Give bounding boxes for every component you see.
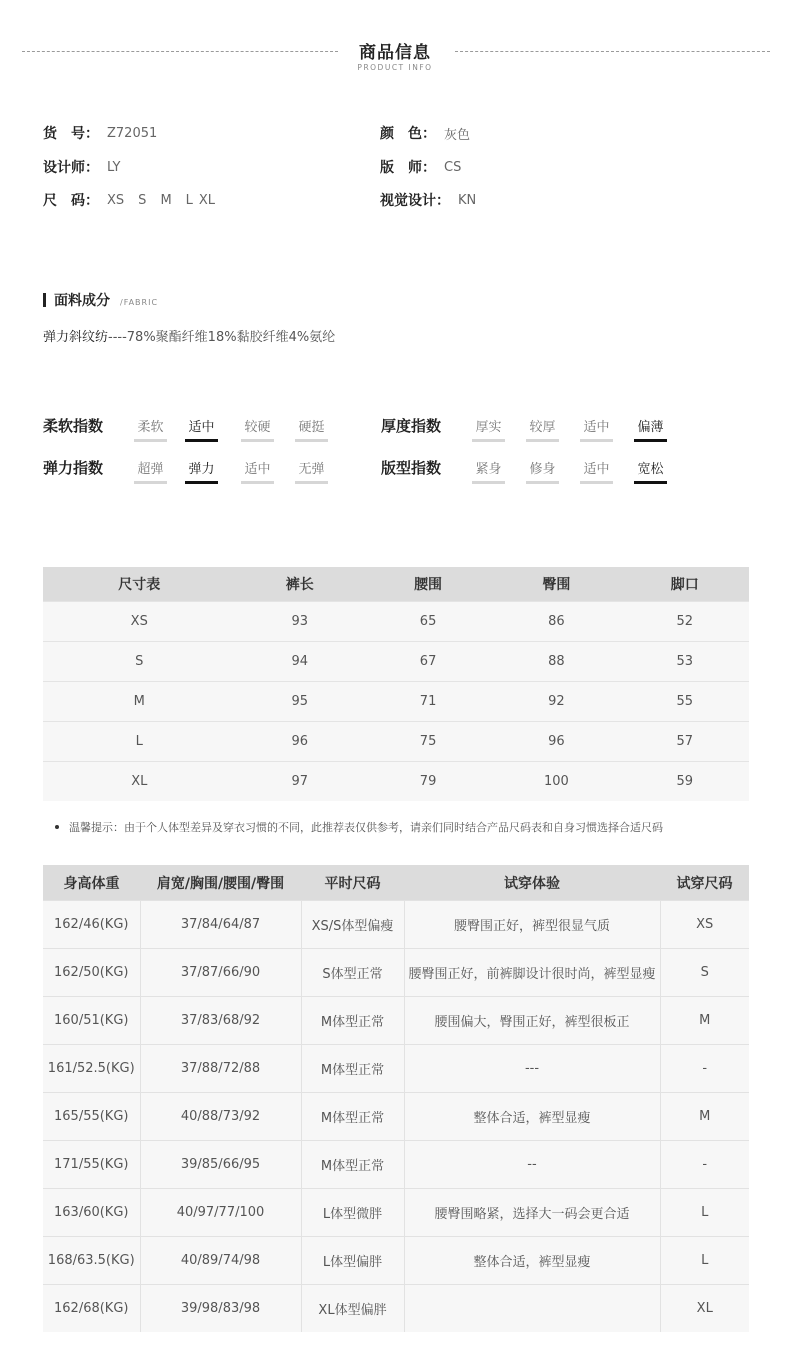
column-header: 臀围 (492, 567, 620, 602)
table-cell: --- (404, 1045, 660, 1093)
table-row (43, 1285, 749, 1333)
index-option-text: 柔软 (137, 420, 164, 435)
size-list (107, 193, 229, 208)
fabric-heading (43, 290, 158, 310)
table-cell: 95 (236, 682, 364, 722)
index-label: 弹力指数 (43, 459, 104, 477)
table-cell: S体型正常 (301, 949, 404, 997)
index-underline (241, 439, 274, 442)
info-label: 版 师： (380, 160, 436, 176)
table-row (43, 602, 749, 642)
index-underline (134, 481, 167, 484)
fabric-composition (43, 326, 335, 345)
index-underline (580, 439, 613, 442)
table-row (43, 642, 749, 682)
table-cell: 162/50(KG) (43, 949, 140, 997)
column-header: 脚口 (621, 567, 749, 602)
index-option-text: 无弹 (298, 462, 325, 477)
table-cell: 37/84/64/87 (140, 901, 301, 949)
table-cell: M (43, 682, 236, 722)
fabric-name: 弹力斜纹纺 (43, 330, 109, 345)
table-cell: 79 (364, 762, 492, 802)
index-option-text: 适中 (188, 420, 215, 435)
size-option: M (160, 192, 172, 208)
table-cell: 96 (236, 722, 364, 762)
index-option (526, 458, 559, 477)
fabric-title: 面料成分 (54, 293, 110, 309)
table-cell: L (43, 722, 236, 762)
index-option-text: 厚实 (475, 420, 502, 435)
column-header: 平时尺码 (301, 865, 404, 901)
index-option (580, 416, 613, 435)
column-header: 肩宽/胸围/腰围/臀围 (140, 865, 301, 901)
fabric-percentages: ----78%聚酯纤维18%黏胶纤维4%氨纶 (108, 330, 336, 345)
table-row (43, 722, 749, 762)
table-cell: 96 (492, 722, 620, 762)
index-option (580, 458, 613, 477)
size-option: XS (107, 192, 125, 208)
table-cell: -- (404, 1141, 660, 1189)
index-label: 版型指数 (381, 459, 442, 477)
index-underline (134, 439, 167, 442)
table-cell: 40/89/74/98 (140, 1237, 301, 1285)
index-option-text: 较硬 (244, 420, 271, 435)
info-item-sku (43, 123, 157, 143)
table-cell: M体型正常 (301, 997, 404, 1045)
column-header: 试穿体验 (404, 865, 660, 901)
size-option: S (138, 192, 147, 208)
table-cell: 39/85/66/95 (140, 1141, 301, 1189)
table-cell: XL (660, 1285, 749, 1333)
index-option-text: 偏薄 (637, 420, 664, 435)
table-cell: L体型微胖 (301, 1189, 404, 1237)
index-underline (295, 481, 328, 484)
fabric-subtitle: /FABRIC (120, 298, 159, 307)
index-option-text: 宽松 (637, 462, 664, 477)
table-cell: 整体合适，裤型显瘦 (404, 1093, 660, 1141)
table-cell: 94 (236, 642, 364, 682)
index-option (295, 416, 328, 435)
table-cell: 161/52.5(KG) (43, 1045, 140, 1093)
index-option-text: 较厚 (529, 420, 556, 435)
table-cell: - (660, 1141, 749, 1189)
table-cell: L (660, 1189, 749, 1237)
table-cell: 腰臀围略紧，选择大一码会更合适 (404, 1189, 660, 1237)
index-option-text: 适中 (583, 462, 610, 477)
note-text: 温馨提示：由于个人体型差异及穿衣习惯的不同，此推荐表仅供参考，请亲们同时结合产品尺码表和自身习惯选择合适尺码 (69, 821, 663, 834)
table-row (43, 901, 749, 949)
index-option-text: 硬挺 (298, 420, 325, 435)
index-option-selected (185, 416, 218, 435)
info-item-visual-design (380, 190, 476, 210)
table-cell: 86 (492, 602, 620, 642)
table-header-row (43, 567, 749, 602)
table-cell: 92 (492, 682, 620, 722)
table-cell: XS (660, 901, 749, 949)
table-cell: 40/88/73/92 (140, 1093, 301, 1141)
index-underline (295, 439, 328, 442)
size-table (43, 567, 749, 801)
info-value: Z72051 (107, 125, 158, 141)
table-cell: S (43, 642, 236, 682)
table-cell: 40/97/77/100 (140, 1189, 301, 1237)
index-underline (580, 481, 613, 484)
table-cell: 52 (621, 602, 749, 642)
info-value: LY (107, 159, 121, 175)
index-underline (185, 439, 218, 442)
table-cell: 67 (364, 642, 492, 682)
table-cell: 65 (364, 602, 492, 642)
info-label: 尺 码： (43, 193, 99, 209)
table-cell (404, 1285, 660, 1333)
table-cell: - (660, 1045, 749, 1093)
table-cell: 37/83/68/92 (140, 997, 301, 1045)
table-cell: XS (43, 602, 236, 642)
table-cell: 171/55(KG) (43, 1141, 140, 1189)
table-cell: M体型正常 (301, 1045, 404, 1093)
index-option-text: 紧身 (475, 462, 502, 477)
column-header: 身高体重 (43, 865, 140, 901)
table-cell: M (660, 1093, 749, 1141)
table-cell: XL体型偏胖 (301, 1285, 404, 1333)
table-cell: 57 (621, 722, 749, 762)
table-header-row (43, 865, 749, 901)
index-option-selected (185, 458, 218, 477)
table-cell: 整体合适，裤型显瘦 (404, 1237, 660, 1285)
info-value: CS (444, 159, 462, 175)
index-option (295, 458, 328, 477)
section-subtitle: PRODUCT INFO (357, 63, 433, 72)
table-cell: 71 (364, 682, 492, 722)
index-option-text: 修身 (529, 462, 556, 477)
table-row (43, 949, 749, 997)
index-option (241, 458, 274, 477)
column-header: 裤长 (236, 567, 364, 602)
table-cell: 75 (364, 722, 492, 762)
index-option-selected (634, 458, 667, 477)
table-cell: 168/63.5(KG) (43, 1237, 140, 1285)
table-cell: 37/87/66/90 (140, 949, 301, 997)
table-row (43, 1045, 749, 1093)
info-item-sizes (43, 190, 229, 210)
index-option (134, 458, 167, 477)
section-title: 商品信息 (359, 43, 431, 63)
index-option (241, 416, 274, 435)
info-label: 设计师： (43, 160, 99, 176)
size-option: XL (198, 192, 216, 208)
table-cell: 腰臀围正好，裤型很显气质 (404, 901, 660, 949)
table-row (43, 1093, 749, 1141)
index-option (526, 416, 559, 435)
index-underline (526, 439, 559, 442)
size-option: L (185, 192, 193, 208)
info-item-pattern-maker (380, 157, 461, 177)
index-option-text: 适中 (583, 420, 610, 435)
table-cell: M (660, 997, 749, 1045)
table-cell: 39/98/83/98 (140, 1285, 301, 1333)
index-option-selected (634, 416, 667, 435)
info-value: KN (458, 192, 477, 208)
table-cell: L (660, 1237, 749, 1285)
info-item-designer (43, 157, 120, 177)
table-cell: 162/46(KG) (43, 901, 140, 949)
table-cell: 腰围偏大，臀围正好，裤型很板正 (404, 997, 660, 1045)
table-cell: M体型正常 (301, 1093, 404, 1141)
table-cell: 55 (621, 682, 749, 722)
table-row (43, 997, 749, 1045)
column-header: 尺寸表 (43, 567, 236, 602)
info-value: 灰色 (444, 127, 471, 143)
index-underline (472, 439, 505, 442)
index-label: 柔软指数 (43, 417, 104, 435)
info-item-color (380, 123, 470, 143)
index-option-text: 弹力 (188, 462, 215, 477)
table-cell: 165/55(KG) (43, 1093, 140, 1141)
table-row (43, 1237, 749, 1285)
index-underline (634, 439, 667, 442)
info-label: 视觉设计： (380, 193, 450, 209)
table-row (43, 1189, 749, 1237)
index-underline (526, 481, 559, 484)
table-cell: 53 (621, 642, 749, 682)
index-underline (634, 481, 667, 484)
table-cell: 160/51(KG) (43, 997, 140, 1045)
table-cell: M体型正常 (301, 1141, 404, 1189)
table-row (43, 682, 749, 722)
table-cell: 37/88/72/88 (140, 1045, 301, 1093)
index-option (472, 458, 505, 477)
table-cell: XS/S体型偏瘦 (301, 901, 404, 949)
index-label: 厚度指数 (381, 417, 442, 435)
index-option-text: 适中 (244, 462, 271, 477)
column-header: 试穿尺码 (660, 865, 749, 901)
table-cell: 59 (621, 762, 749, 802)
index-underline (241, 481, 274, 484)
info-label: 货 号： (43, 126, 99, 142)
table-row (43, 1141, 749, 1189)
info-label: 颜 色： (380, 126, 436, 142)
column-header: 腰围 (364, 567, 492, 602)
fit-table (43, 865, 749, 1332)
index-underline (185, 481, 218, 484)
index-option (134, 416, 167, 435)
index-option (472, 416, 505, 435)
table-cell: 93 (236, 602, 364, 642)
table-cell: 97 (236, 762, 364, 802)
bullet-icon (55, 825, 59, 829)
table-cell: L体型偏胖 (301, 1237, 404, 1285)
size-note (55, 819, 663, 835)
table-cell: 162/68(KG) (43, 1285, 140, 1333)
index-option-text: 超弹 (137, 462, 164, 477)
table-cell: XL (43, 762, 236, 802)
table-cell: 163/60(KG) (43, 1189, 140, 1237)
table-cell: S (660, 949, 749, 997)
heading-bar (43, 293, 46, 307)
table-cell: 腰臀围正好，前裤脚设计很时尚，裤型显瘦 (404, 949, 660, 997)
table-cell: 88 (492, 642, 620, 682)
table-row (43, 762, 749, 802)
table-cell: 100 (492, 762, 620, 802)
index-underline (472, 481, 505, 484)
